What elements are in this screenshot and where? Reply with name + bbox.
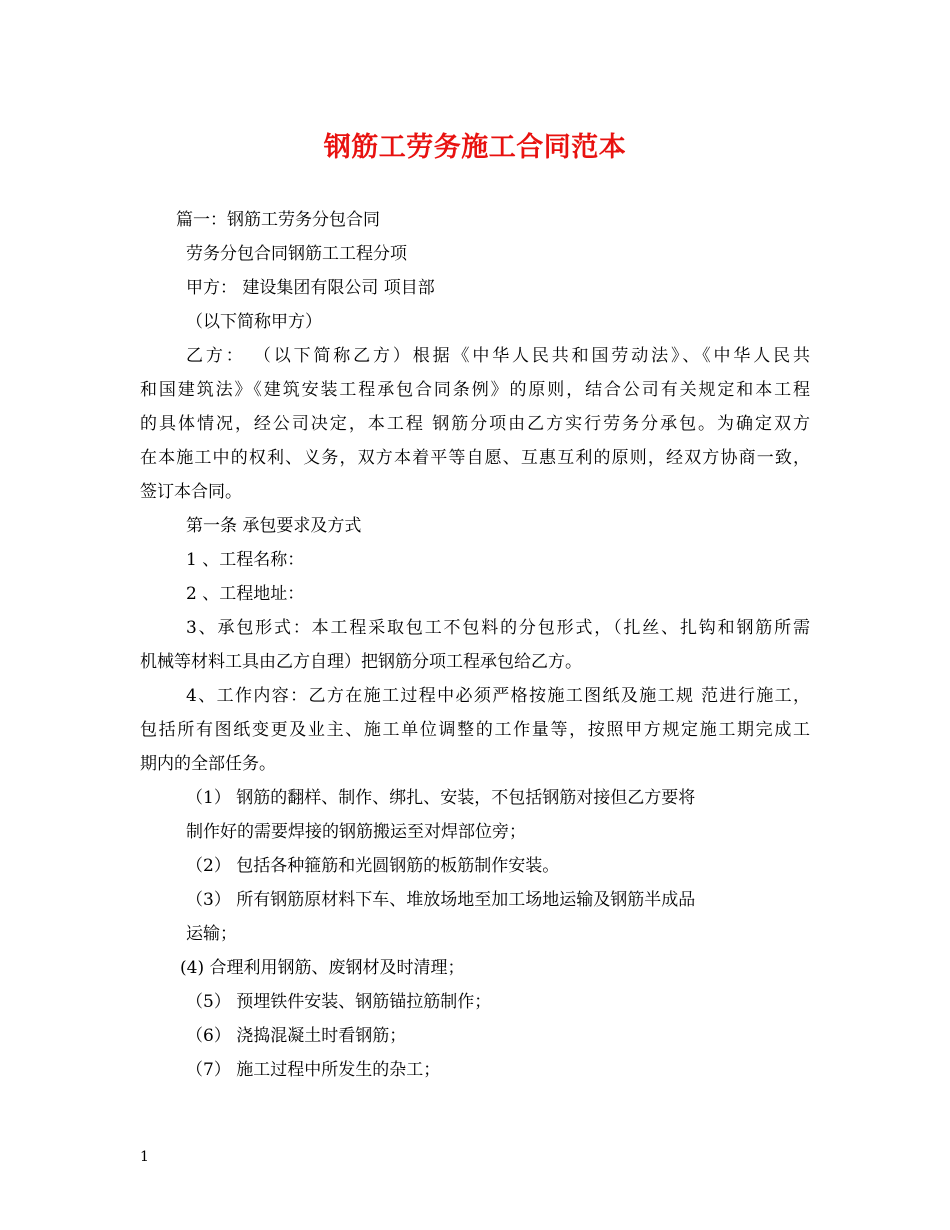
sub-item: （5） 预埋铁件安装、钢筋锚拉筋制作； (186, 992, 492, 1012)
text-line: 期内的全部任务。 (140, 754, 276, 774)
party-b-line: 乙方： （以下简称乙方）根据《中华人民共和国劳动法》、《中华人民共 (186, 346, 810, 366)
page-number: 1 (140, 1149, 149, 1165)
list-item: 4、工作内容：乙方在施工过程中必须严格按施工图纸及施工规 范进行施工， (186, 686, 810, 706)
list-item: 1 、工程名称： (186, 550, 305, 570)
text-line: 劳务分包合同钢筋工工程分项 (186, 244, 407, 264)
text-line: 机械等材料工具由乙方自理）把钢筋分项工程承包给乙方。 (140, 652, 582, 672)
text-line: 运输； (186, 924, 237, 944)
sub-item: （6） 浇捣混凝土时看钢筋； (186, 1026, 407, 1046)
text-line: 的具体情况，经公司决定，本工程 钢筋分项由乙方实行劳务分承包。为确定双方 (140, 414, 810, 434)
text-line: 制作好的需要焊接的钢筋搬运至对焊部位旁； (186, 822, 526, 842)
list-item: 3、承包形式：本工程采取包工不包料的分包形式，（扎丝、扎钩和钢筋所需 (186, 618, 810, 638)
text-line: 在本施工中的权利、义务，双方本着平等自愿、互惠互利的原则，经双方协商一致， (140, 448, 810, 468)
sub-item: （3） 所有钢筋原材料下车、堆放场地至加工场地运输及钢筋半成品 (186, 890, 696, 910)
document-title: 钢筋工劳务施工合同范本 (323, 132, 627, 163)
party-a-line: 甲方： 建设集团有限公司 项目部 (186, 278, 435, 298)
sub-item: （1） 钢筋的翻样、制作、绑扎、安装，不包括钢筋对接但乙方要将 (186, 788, 696, 808)
list-item: 2 、工程地址： (186, 584, 305, 604)
article-heading: 第一条 承包要求及方式 (186, 516, 362, 536)
text-line: （以下简称甲方） (186, 312, 322, 332)
section-heading: 篇一：钢筋工劳务分包合同 (176, 210, 380, 230)
text-line: 和国建筑法》《建筑安装工程承包合同条例》的原则，结合公司有关规定和本工程 (140, 380, 810, 400)
sub-item: （7） 施工过程中所发生的杂工； (186, 1060, 441, 1080)
sub-item: （2） 包括各种箍筋和光圆钢筋的板筋制作安装。 (186, 856, 560, 876)
text-line: 包括所有图纸变更及业主、施工单位调整的工作量等，按照甲方规定施工期完成工 (140, 720, 810, 740)
text-line: 签订本合同。 (140, 482, 242, 502)
sub-item: (4) 合理利用钢筋、废钢材及时清理； (180, 958, 465, 978)
